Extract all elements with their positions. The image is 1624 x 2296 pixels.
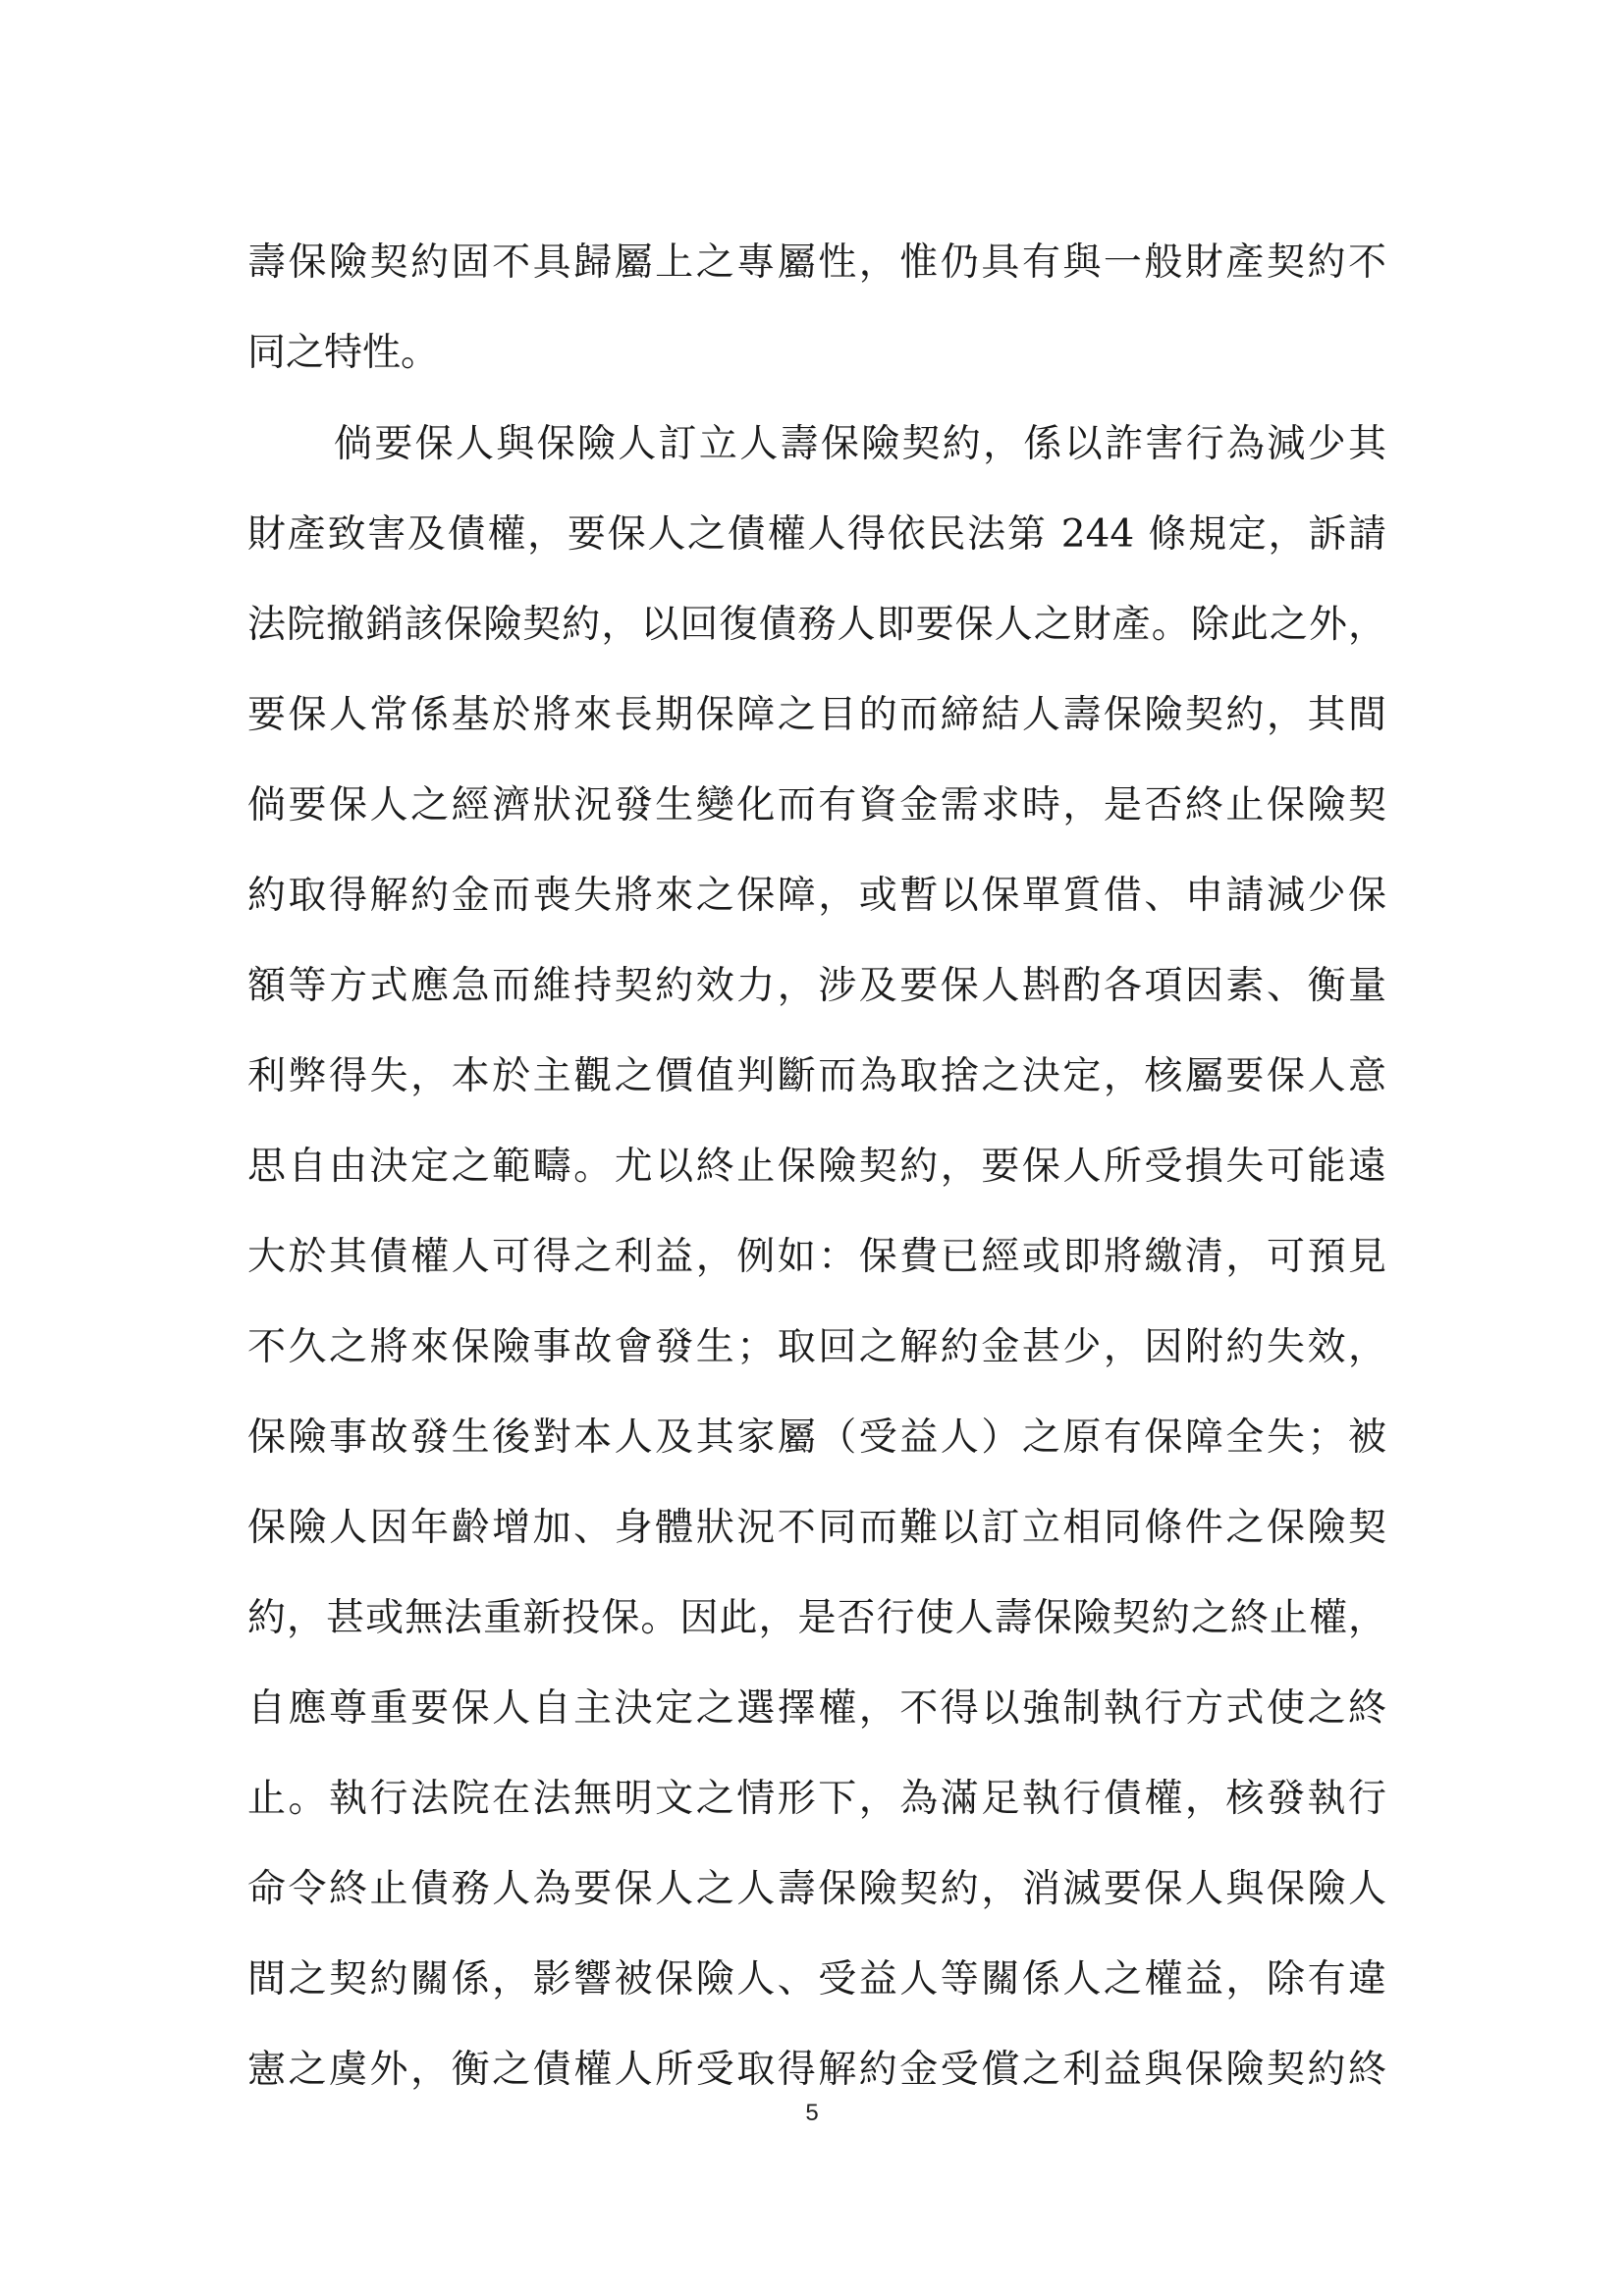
paragraph-1-line-1: 壽保險契約固不具歸屬上之專屬性，惟仍具有與一般財產契約不 <box>247 240 1386 285</box>
paragraph-2-line-11: 不久之將來保險事故會發生；取回之解約金甚少，因附約失效， <box>247 1325 1386 1369</box>
paragraph-2-line-8: 利弊得失，本於主觀之價值判斷而為取捨之決定，核屬要保人意 <box>247 1054 1386 1098</box>
paragraph-2-line-5: 倘要保人之經濟狀況發生變化而有資金需求時，是否終止保險契 <box>247 783 1386 828</box>
paragraph-2-line-7: 額等方式應急而維持契約效力，涉及要保人斟酌各項因素、衡量 <box>247 964 1386 1008</box>
page-number: 5 <box>805 2100 819 2126</box>
paragraph-2-line-12: 保險事故發生後對本人及其家屬（受益人）之原有保障全失；被 <box>247 1415 1386 1460</box>
paragraph-2-line-15: 自應尊重要保人自主決定之選擇權，不得以強制執行方式使之終 <box>247 1686 1386 1731</box>
paragraph-2-line-13: 保險人因年齡增加、身體狀況不同而難以訂立相同條件之保險契 <box>247 1506 1386 1550</box>
paragraph-2-line-18: 間之契約關係，影響被保險人、受益人等關係人之權益，除有違 <box>247 1957 1386 2002</box>
paragraph-2-line-2: 財產致害及債權，要保人之債權人得依民法第 244 條規定，訴請 <box>247 512 1386 557</box>
paragraph-2-line-10: 大於其債權人可得之利益，例如：保費已經或即將繳清，可預見 <box>247 1235 1386 1279</box>
paragraph-2-line-16: 止。執行法院在法無明文之情形下，為滿足執行債權，核發執行 <box>247 1777 1386 1821</box>
paragraph-2-line-9: 思自由決定之範疇。尤以終止保險契約，要保人所受損失可能遠 <box>247 1145 1386 1189</box>
paragraph-2-line-19: 憲之虞外，衡之債權人所受取得解約金受償之利益與保險契約終 <box>247 2048 1386 2092</box>
paragraph-2-line-17: 命令終止債務人為要保人之人壽保險契約，消滅要保人與保險人 <box>247 1867 1386 1911</box>
paragraph-1-line-2: 同之特性。 <box>247 331 440 375</box>
paragraph-2-line-6: 約取得解約金而喪失將來之保障，或暫以保單質借、申請減少保 <box>247 874 1386 918</box>
paragraph-2-line-4: 要保人常係基於將來長期保障之目的而締結人壽保險契約，其間 <box>247 693 1386 737</box>
paragraph-2-line-1: 倘要保人與保險人訂立人壽保險契約，係以詐害行為減少其 <box>334 422 1386 466</box>
paragraph-2-line-3: 法院撤銷該保險契約，以回復債務人即要保人之財產。除此之外， <box>247 603 1386 647</box>
paragraph-2-line-14: 約，甚或無法重新投保。因此，是否行使人壽保險契約之終止權， <box>247 1596 1386 1640</box>
